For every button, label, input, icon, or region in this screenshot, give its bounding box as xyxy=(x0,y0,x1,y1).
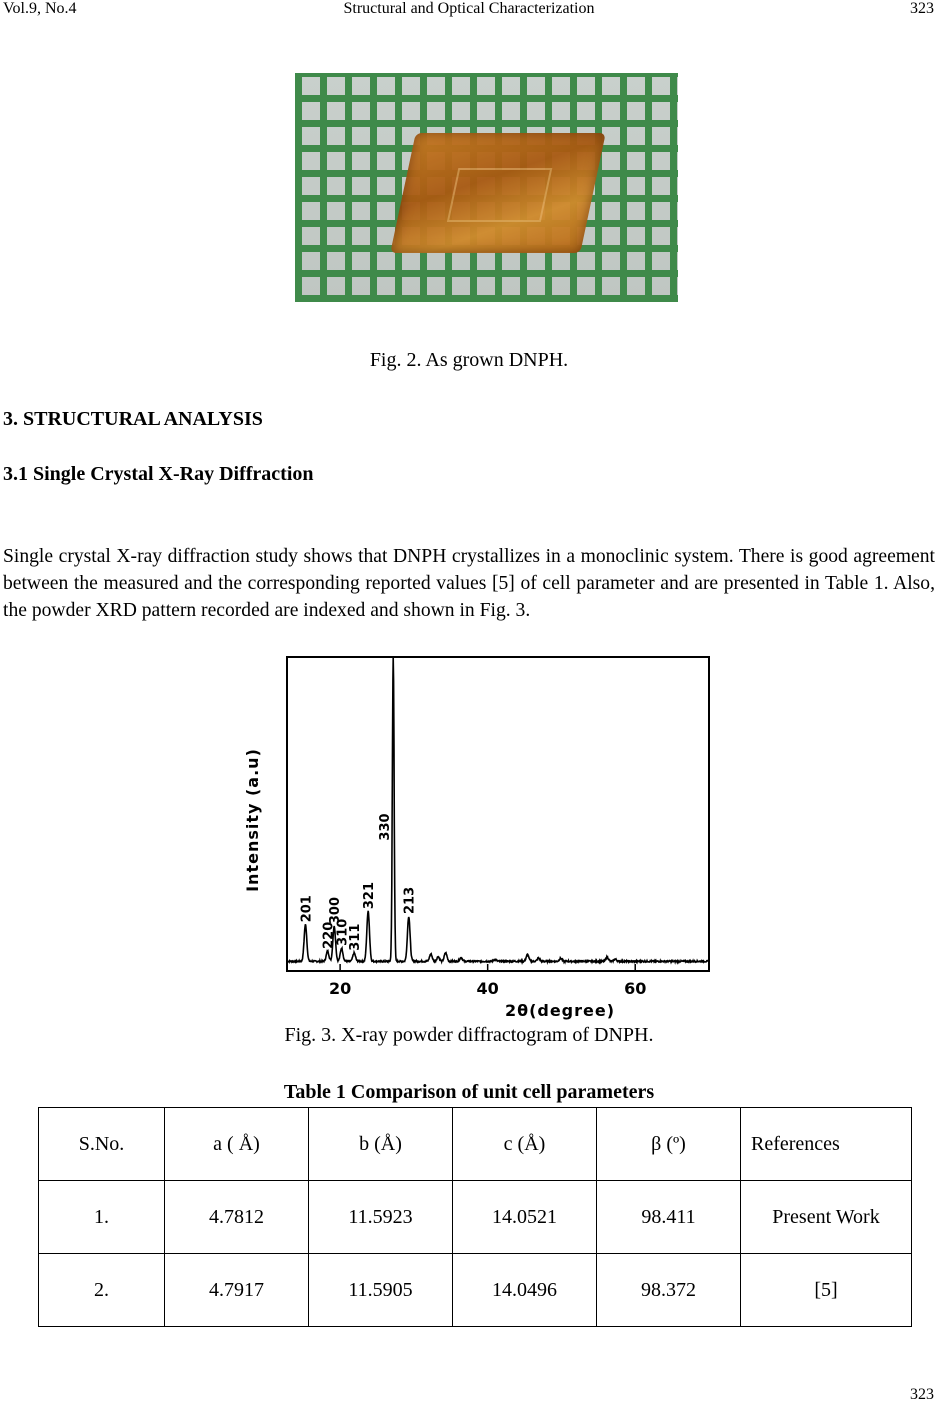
header-cell: β (º) xyxy=(597,1108,741,1181)
peak-label: 330 xyxy=(378,813,394,841)
cell: 4.7812 xyxy=(165,1181,309,1254)
peak-label: 213 xyxy=(402,886,418,915)
y-axis-label: Intensity (a.u) xyxy=(243,748,262,892)
section-heading: 3. STRUCTURAL ANALYSIS xyxy=(3,408,263,430)
cell: 2. xyxy=(39,1254,165,1327)
cell: 98.372 xyxy=(597,1254,741,1327)
peak-label: 311 xyxy=(348,923,364,951)
cell: 14.0496 xyxy=(453,1254,597,1327)
x-tick-label: 60 xyxy=(624,979,647,998)
header-journal: Vol.9, No.4 xyxy=(3,0,77,17)
peak-label: 321 xyxy=(362,881,378,910)
dnph-crystal xyxy=(390,133,606,253)
peak-label: 300 xyxy=(328,896,344,925)
subsection-heading: 3.1 Single Crystal X-Ray Diffraction xyxy=(3,463,314,485)
footer-page-number: 323 xyxy=(910,1386,934,1403)
x-tick-label: 20 xyxy=(328,979,352,998)
cell: [5] xyxy=(741,1254,912,1327)
figure2-caption: Fig. 2. As grown DNPH. xyxy=(369,349,569,371)
x-axis-label: 2θ(degree) xyxy=(504,1001,616,1020)
header-page-number: 323 xyxy=(910,0,934,17)
figure3-caption: Fig. 3. X-ray powder diffractogram of DNPH. xyxy=(284,1024,654,1046)
table-row xyxy=(39,1181,912,1254)
header-title: Structural and Optical Characterization xyxy=(343,0,595,17)
table-header-row xyxy=(39,1108,912,1181)
xrd-pattern-line xyxy=(287,657,709,962)
header-cell: References xyxy=(741,1108,912,1181)
cell: 11.5905 xyxy=(309,1254,453,1327)
x-tick-label: 40 xyxy=(476,979,499,998)
header-cell: b (Å) xyxy=(309,1108,453,1181)
cell: Present Work xyxy=(741,1181,912,1254)
cell: 98.411 xyxy=(597,1181,741,1254)
cell: 14.0521 xyxy=(453,1181,597,1254)
peak-label: 220 xyxy=(321,921,337,949)
table-row xyxy=(39,1254,912,1327)
header-cell: c (Å) xyxy=(453,1108,597,1181)
header-cell: S.No. xyxy=(39,1108,165,1181)
peak-label: 310 xyxy=(335,918,351,946)
peak-label: 201 xyxy=(299,895,315,923)
table-title: Table 1 Comparison of unit cell parameters xyxy=(283,1081,655,1103)
cell: 1. xyxy=(39,1181,165,1254)
header-cell: a ( Å) xyxy=(165,1108,309,1181)
body-paragraph: Single crystal X-ray diffraction study shows that DNPH crystallizes in a monoclinic system. There is good agreement between the measured and the corresponding reported values [5] of cell parameter and are presented in Table 1. Also, the powder XRD pattern recorded are indexed and shown in Fig. 3. xyxy=(3,546,935,621)
cell: 4.7917 xyxy=(165,1254,309,1327)
xrd-chart xyxy=(230,650,720,1020)
unit-cell-table xyxy=(38,1107,912,1327)
cell: 11.5923 xyxy=(309,1181,453,1254)
crystal-photo xyxy=(295,73,678,302)
